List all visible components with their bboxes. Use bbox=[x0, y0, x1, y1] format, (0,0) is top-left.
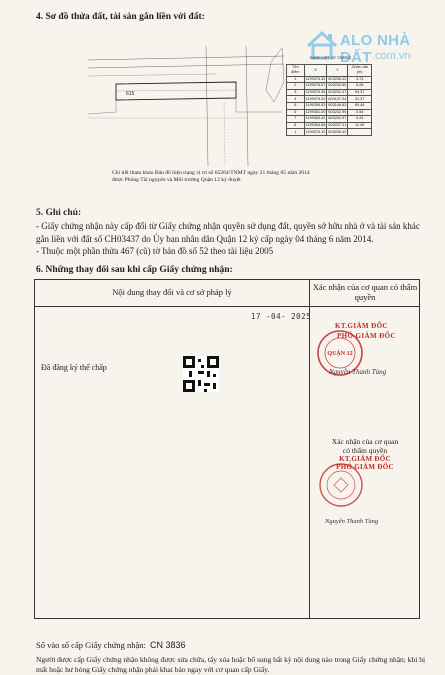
coord-table-cell: 94.37 bbox=[348, 89, 372, 96]
column-header-content: Nội dung thay đổi và cơ sở pháp lý bbox=[112, 287, 232, 297]
stamp-text: QUẬN 12 bbox=[327, 351, 353, 357]
section-6-title: 6. Những thay đổi sau khi cấp Giấy chứng nhận: bbox=[36, 265, 233, 275]
confirm2-title-pgd: PHÓ GIÁM ĐỐC bbox=[336, 463, 394, 471]
coord-table-cell: 3.74 bbox=[348, 76, 372, 83]
coord-table-cell: 1199360.42 bbox=[305, 116, 326, 121]
section-4-title: 4. Sơ đồ thửa đất, tài sản gắn liền với đất: bbox=[36, 12, 205, 22]
register-label: Số vào sổ cấp Giấy chứng nhận: bbox=[36, 640, 146, 650]
date-stamp: 17 -04- 2025 bbox=[251, 312, 312, 321]
coord-table-cell: 89.48 bbox=[348, 102, 372, 109]
coord-table-cell: 1 bbox=[287, 129, 305, 136]
coord-table-cell: 603232.80 bbox=[328, 83, 347, 88]
qr-code bbox=[183, 356, 219, 392]
watermark-domain: .com.vn bbox=[372, 50, 411, 62]
coord-table-cell: 8 bbox=[287, 122, 305, 129]
watermark-brand: ALO NHÀ ĐẤT bbox=[340, 32, 411, 66]
coordinate-table bbox=[286, 64, 372, 136]
coord-table-cell: 603137.04 bbox=[328, 96, 347, 101]
coord-table-cell: 603232.99 bbox=[328, 109, 347, 114]
register-number-line bbox=[36, 640, 186, 650]
coord-table-cell: 1199376.46 bbox=[305, 90, 326, 95]
note-line-1: - Giấy chứng nhận này cấp đổi từ Giấy chứng nhận quyền sử dụng đất, quyền sở hữu nhà ở và tài sản khác gắn liền với đất số CH03437 do Ủy ban nhân dân Quận 12 ký cấp ngày 04 tháng 6 năm 2014. bbox=[36, 221, 420, 244]
column-divider bbox=[309, 280, 310, 619]
coord-table-cell: 2 bbox=[287, 83, 305, 90]
coord-table-header: Y bbox=[327, 65, 348, 77]
coord-table-cell: 5.28 bbox=[348, 83, 372, 90]
coord-table-cell: 1199356.53 bbox=[305, 103, 326, 108]
confirm2-line2: có thẩm quyền bbox=[342, 446, 388, 455]
column-header-confirmation: Xác nhận của cơ quan có thẩm quyền bbox=[312, 282, 418, 302]
land-parcel-map bbox=[86, 42, 286, 166]
coord-table-cell: 11.40 bbox=[348, 122, 372, 129]
coord-table-cell: 5 bbox=[287, 102, 305, 109]
coord-table-header: Tên điểm bbox=[287, 65, 305, 77]
coord-table-row bbox=[287, 96, 372, 103]
red-seal-stamp-2 bbox=[317, 461, 365, 509]
coord-table-cell: 603231.47 bbox=[328, 90, 347, 95]
coord-table-cell: 1199376.32 bbox=[305, 129, 326, 134]
coord-table-cell: 1199378.67 bbox=[305, 83, 326, 88]
coord-table-row bbox=[287, 83, 372, 90]
coord-table-caption: BẢNG LIỆT KÊ TỌA ĐỘ bbox=[310, 56, 352, 60]
coord-table-header: X bbox=[304, 65, 327, 77]
register-number: CN 3836 bbox=[150, 640, 186, 650]
coord-table-cell: 1199375.20 bbox=[305, 96, 326, 101]
confirm1-title-kt: KT.GIÁM ĐỐC bbox=[335, 322, 388, 330]
confirm2-line1: Xác nhận của cơ quan bbox=[331, 437, 399, 446]
coord-table-row bbox=[287, 116, 372, 123]
coord-table-row bbox=[287, 76, 372, 83]
coord-table-row bbox=[287, 129, 372, 136]
mortgage-registered-entry: Đã đăng ký thế chấp bbox=[41, 363, 107, 372]
notes-block bbox=[36, 220, 421, 258]
coord-table-row bbox=[287, 102, 372, 109]
coord-table-cell: 31.37 bbox=[348, 96, 372, 103]
footer-warning: Người được cấp Giấy chứng nhận không được sửa chữa, tẩy xóa hoặc bổ sung bất kỳ nội dung nào trong Giấy chứng nhận; khi bị mất hoặc hư hỏng Giấy chứng nhận phải khai báo ngay với cơ quan cấp Giấy. bbox=[36, 655, 426, 674]
confirm2-title-kt: KT.GIÁM ĐỐC bbox=[339, 455, 391, 463]
coord-table-cell: 1199364.86 bbox=[305, 123, 326, 128]
coord-table-cell: 7 bbox=[287, 116, 305, 123]
coord-table-cell: 3 bbox=[287, 89, 305, 96]
coord-table-cell: 1199361.00 bbox=[305, 109, 326, 114]
section-5-title: 5. Ghi chú: bbox=[36, 208, 82, 218]
coord-table-cell: 603232.97 bbox=[328, 116, 347, 121]
coord-table-row bbox=[287, 89, 372, 96]
note-line-2: - Thuộc một phần thửa 467 (cũ) tờ bản đồ số 52 theo tài liệu 2005 bbox=[36, 246, 274, 256]
coord-table-row bbox=[287, 122, 372, 129]
coord-table-cell: 603237.41 bbox=[328, 123, 347, 128]
map-reference-note: Chi tiết tham khảo Bản đồ hiện trạng vị trí số 65264/TNMT ngày 21 tháng 05 năm 2014 được Phòng Tài nguyên và Môi trường Quận 12 ký duyệt. bbox=[112, 170, 310, 184]
coord-table-cell: 603236.42 bbox=[328, 76, 347, 81]
coord-table-cell: 0.58 bbox=[348, 109, 372, 116]
header-divider bbox=[35, 306, 420, 307]
coord-table-cell: 4.44 bbox=[348, 116, 372, 123]
coord-table-row bbox=[287, 109, 372, 116]
coord-table-cell: 603236.42 bbox=[328, 129, 347, 134]
signer-name-2: Nguyễn Thanh Tùng bbox=[325, 518, 379, 525]
coord-table-cell: 1 bbox=[287, 76, 305, 83]
coord-table-cell: 6 bbox=[287, 109, 305, 116]
confirm1-title-pgd: PHÓ GIÁM ĐỐC bbox=[337, 332, 396, 340]
coord-table-header: Chiều dài (m) bbox=[348, 65, 372, 77]
coord-table-cell: 603146.83 bbox=[328, 103, 347, 108]
coord-table-cell bbox=[348, 129, 372, 136]
parcel-number: 615 bbox=[126, 91, 135, 97]
coord-table-cell: 4 bbox=[287, 96, 305, 103]
coord-table-cell: 1199375.32 bbox=[305, 76, 326, 81]
signer-name-1: Nguyễn Thanh Tùng bbox=[329, 368, 387, 376]
changes-table bbox=[34, 279, 420, 619]
